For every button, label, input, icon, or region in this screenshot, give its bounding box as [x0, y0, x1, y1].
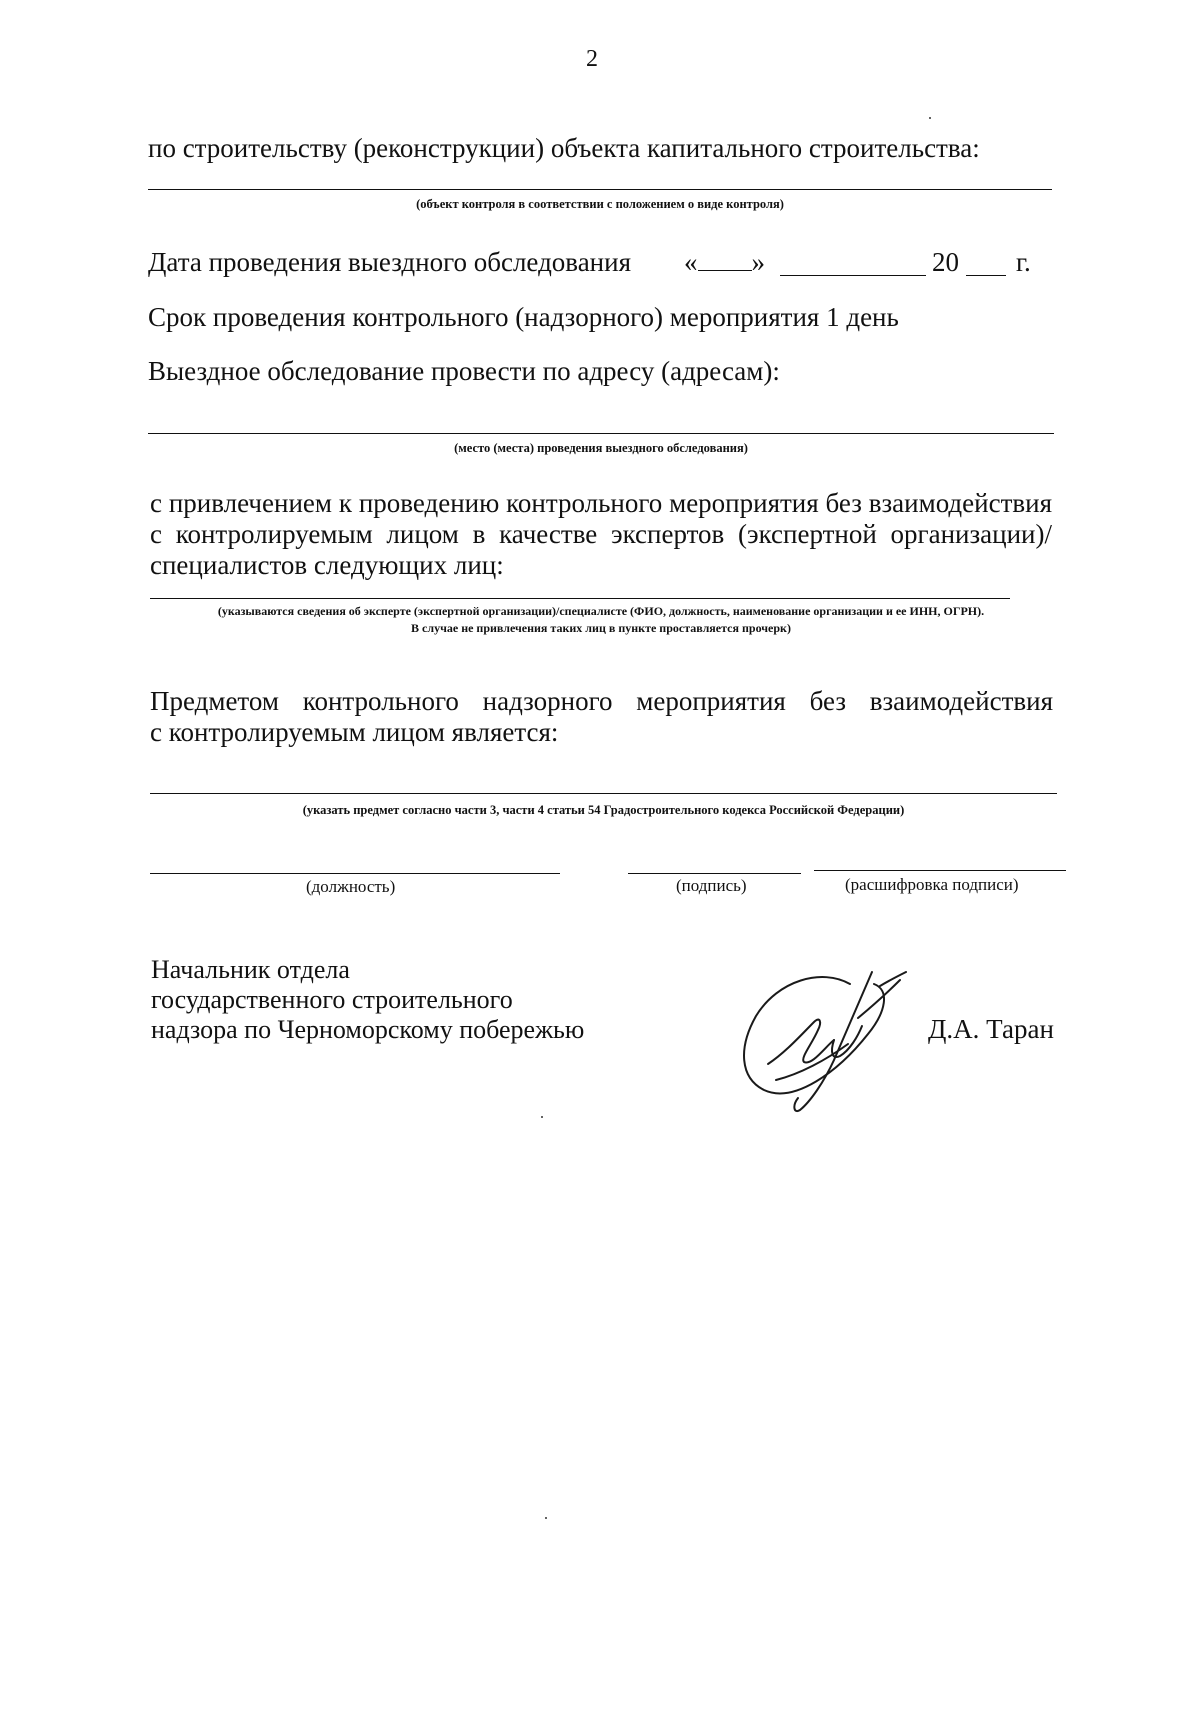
handwritten-signature	[730, 960, 920, 1120]
signer-title-line-3: надзора по Черноморскому побережью	[151, 1015, 585, 1044]
scan-speck	[541, 1116, 543, 1118]
scan-speck	[545, 1517, 547, 1519]
signer-title-line-2: государственного строительного	[151, 985, 513, 1014]
date-close-quote: »	[751, 247, 765, 277]
object-caption: (объект контроля в соответствии с положением о виде контроля)	[416, 197, 784, 211]
signer-name: Д.А. Таран	[928, 1014, 1054, 1044]
subject-caption: (указать предмет согласно части 3, части 4 статьи 54 Градостроительного кодекса Российской Федерации)	[302, 803, 905, 817]
date-open-quote: «	[684, 247, 698, 277]
page-number: 2	[586, 46, 598, 72]
date-year-blank	[966, 275, 1006, 276]
signature-caption: (подпись)	[676, 876, 747, 895]
duration-line: Срок проведения контрольного (надзорного) мероприятия 1 день	[148, 302, 899, 332]
experts-line-1: с привлечением к проведению контрольного мероприятия без взаимодействия	[150, 488, 1052, 518]
address-underline	[148, 433, 1054, 434]
experts-caption-1: (указываются сведения об эксперте (экспертной организации)/специалисте (ФИО, должность, наименование организации и ее ИНН, ОГРН).	[217, 604, 985, 618]
date-year-suffix: г.	[1016, 247, 1031, 277]
experts-line-2: с контролируемым лицом в качестве экспертов (экспертной организации)/	[150, 519, 1052, 549]
decoding-caption: (расшифровка подписи)	[845, 875, 1019, 894]
date-year-prefix: 20	[932, 247, 959, 277]
object-underline	[148, 189, 1052, 190]
position-line	[150, 873, 560, 874]
experts-caption-2: В случае не привлечения таких лиц в пункте проставляется прочерк)	[411, 621, 791, 635]
date-day-blank	[698, 248, 752, 271]
subject-line-1: Предметом контрольного надзорного мероприятия без взаимодействия	[150, 686, 1053, 716]
decoding-line	[814, 870, 1066, 871]
signer-title-line-1: Начальник отдела	[151, 955, 350, 984]
experts-line-3: специалистов следующих лиц:	[150, 550, 504, 580]
signature-line	[628, 873, 801, 874]
position-caption: (должность)	[306, 877, 396, 896]
subject-line-2: с контролируемым лицом является:	[150, 717, 559, 747]
scan-speck	[929, 117, 931, 119]
address-caption: (место (места) проведения выездного обследования)	[454, 441, 748, 455]
date-field	[684, 245, 765, 279]
subject-underline	[150, 793, 1057, 794]
date-label: Дата проведения выездного обследования	[148, 247, 631, 277]
date-month-blank	[780, 275, 926, 276]
address-line: Выездное обследование провести по адресу (адресам):	[148, 356, 780, 386]
experts-underline	[150, 598, 1010, 599]
object-line: по строительству (реконструкции) объекта капитального строительства:	[148, 133, 980, 163]
